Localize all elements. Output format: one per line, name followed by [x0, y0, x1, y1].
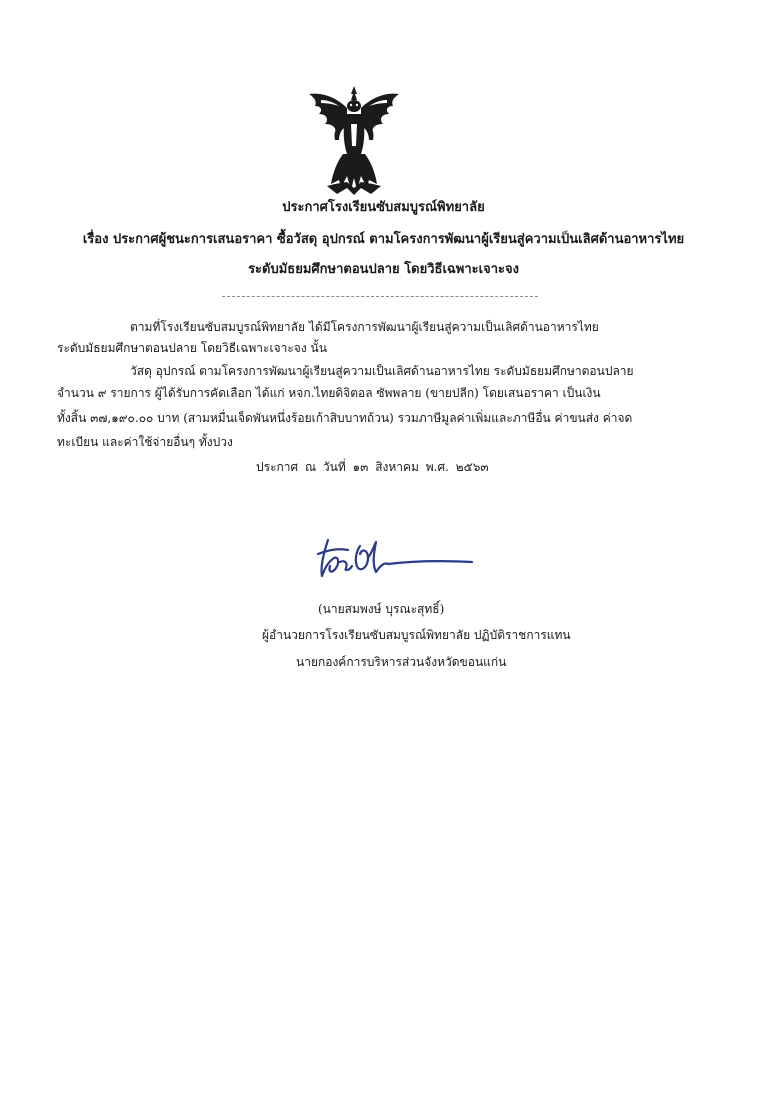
paragraph-1-line-1: ตามที่โรงเรียนซับสมบูรณ์พิทยาลัย ได้มีโครงการพัฒนาผู้เรียนสู่ความเป็นเลิศด้านอาหารไทย [130, 320, 599, 334]
paragraph-2-line-2: จำนวน ๙ รายการ ผู้ได้รับการคัดเลือก ได้แก่ หจก.ไทยดิจิตอล ซัพพลาย (ขายปลีก) โดยเสนอราคา เป็นเงิน [57, 386, 601, 400]
paragraph-2-line-1: วัสดุ อุปกรณ์ ตามโครงการพัฒนาผู้เรียนสู่ความเป็นเลิศด้านอาหารไทย ระดับมัธยมศึกษาตอนปลาย [130, 364, 634, 378]
announcement-heading: ประกาศโรงเรียนซับสมบูรณ์พิทยาลัย [282, 200, 485, 215]
garuda-emblem-icon [307, 84, 401, 196]
paragraph-2-line-4: ทะเบียน และค่าใช้จ่ายอื่นๆ ทั้งปวง [57, 435, 233, 449]
signatory-name: (นายสมพงษ์ บุรณะสุทธิ์) [318, 602, 445, 616]
announcement-date: ประกาศ ณ วันที่ ๑๓ สิงหาคม พ.ศ. ๒๕๖๓ [256, 460, 489, 474]
handwritten-signature [314, 532, 478, 582]
signatory-position: ผู้อำนวยการโรงเรียนซับสมบูรณ์พิทยาลัย ปฏิบัติราชการแทน [262, 628, 571, 642]
paragraph-2-line-3: ทั้งสิ้น ๓๗,๑๙๐.๐๐ บาท (สามหมื่นเจ็ดพันหนึ่งร้อยเก้าสิบบาทถ้วน) รวมภาษีมูลค่าเพิ่มและภาษีอื่น ค่าขนส่ง ค่าจด [57, 411, 633, 425]
paragraph-1-line-2: ระดับมัธยมศึกษาตอนปลาย โดยวิธีเฉพาะเจาะจง นั้น [57, 341, 327, 355]
announcement-subject-continued: ระดับมัธยมศึกษาตอนปลาย โดยวิธีเฉพาะเจาะจง [248, 262, 519, 277]
signatory-position-continued: นายกองค์การบริหารส่วนจังหวัดขอนแก่น [296, 655, 507, 669]
header-divider [222, 296, 538, 297]
announcement-subject: เรื่อง ประกาศผู้ชนะการเสนอราคา ซื้อวัสดุ อุปกรณ์ ตามโครงการพัฒนาผู้เรียนสู่ความเป็นเลิศด้านอาหารไทย [82, 232, 685, 247]
